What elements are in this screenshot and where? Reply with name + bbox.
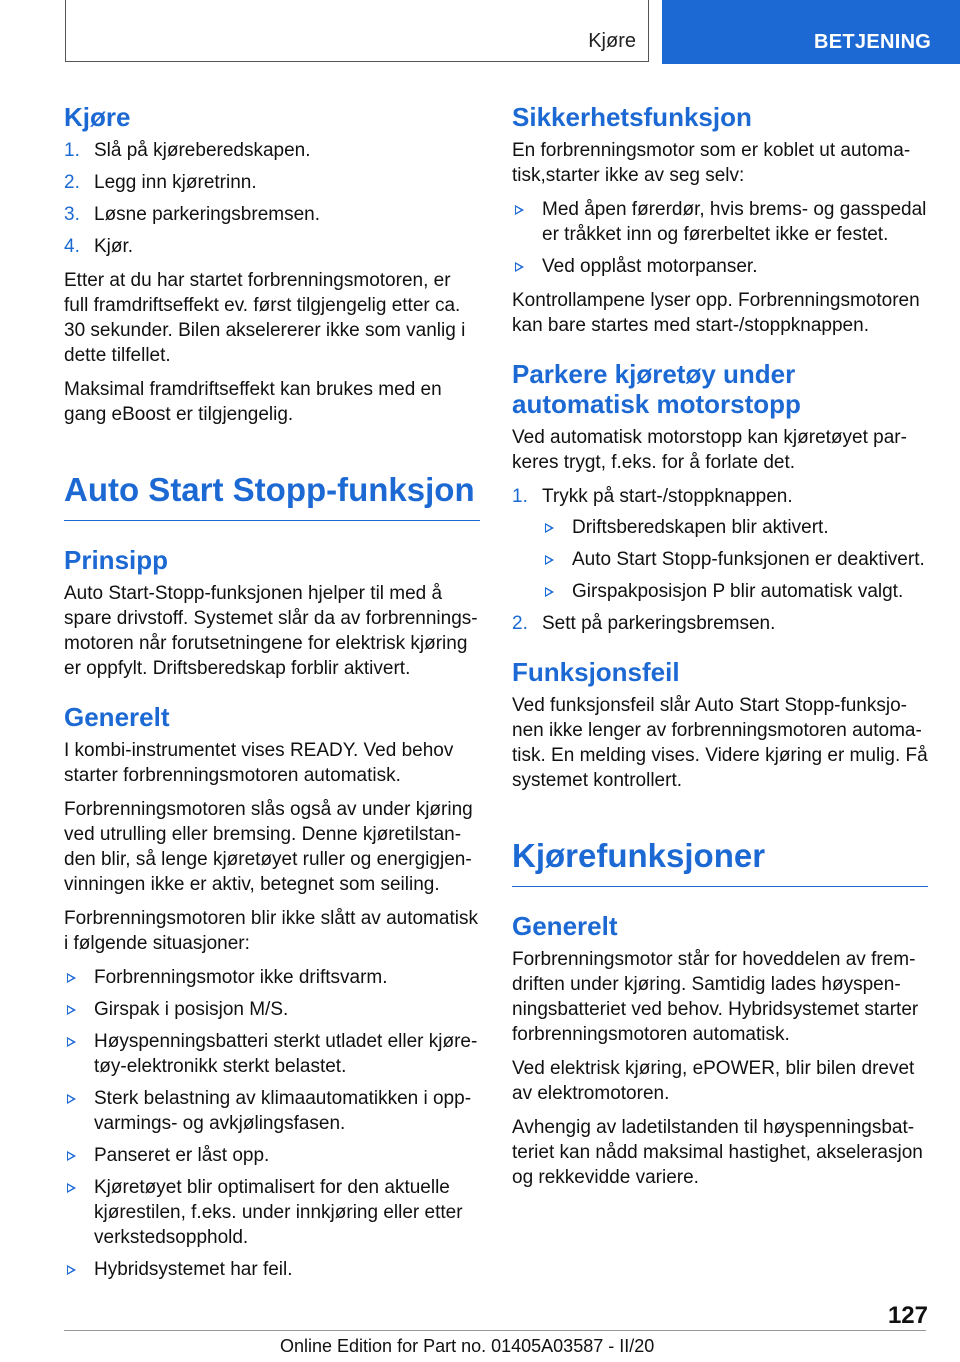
triangle-bullet-icon <box>67 1183 76 1193</box>
step-number: 4. <box>64 236 80 257</box>
list-item: Hybridsystemet har feil. <box>64 1257 480 1282</box>
step-number: 1. <box>64 140 80 161</box>
step-text: Trykk på start-/stoppknappen. <box>542 486 793 507</box>
triangle-bullet-icon <box>545 555 554 565</box>
triangle-bullet-icon <box>515 205 524 215</box>
header-chapter: Kjøre <box>588 30 636 52</box>
kjore-heading: Kjøre <box>64 102 131 132</box>
step-text: Legg inn kjøretrinn. <box>94 172 257 193</box>
list-item: Panseret er låst opp. <box>64 1143 480 1168</box>
sikkerhet-paragraph-2: Kontrollampene lyser opp. Forbrenningsmotoren kan bare startes med start-/stoppknappen. <box>512 290 920 336</box>
kjore-paragraph-1: Etter at du har startet forbrenningsmotoren, er full framdriftseffekt ev. først tilgjengelig etter ca. 30 sekunder. Bilen akselererer ikke som vanlig i dette tilfellet. <box>64 270 466 366</box>
list-item: Forbrenningsmotor ikke driftsvarm. <box>64 965 480 990</box>
triangle-bullet-icon <box>67 1005 76 1015</box>
triangle-bullet-icon <box>67 973 76 983</box>
kf-generelt-heading: Generelt <box>512 911 618 941</box>
funksjonsfeil-paragraph: Ved funksjonsfeil slår Auto Start Stopp-funksjonen ikke lenger av forbrenningsmotoren automatisk. En melding vises. Videre kjøring er mulig. Få systemet kontrollert. <box>512 695 928 791</box>
situation-list <box>64 965 480 1282</box>
step-number: 2. <box>512 613 528 634</box>
triangle-bullet-icon <box>67 1265 76 1275</box>
parkere-sub-list <box>542 515 928 604</box>
step-text: Sett på parkeringsbremsen. <box>542 613 776 634</box>
list-item: Sterk belastning av klimaautomatikken i oppvarmings- og avkjølingsfasen. <box>64 1086 480 1136</box>
list-item: Høyspenningsbatteri sterkt utladet eller kjøretøy-elektronikk sterkt belastet. <box>64 1029 480 1079</box>
header-section-label: BETJENING <box>814 31 932 53</box>
kf-paragraph-1: Forbrenningsmotor står for hoveddelen av fremdriften under kjøring. Samtidig lades høyspenningsbatteriet ved behov. Hybridsystemet starter forbrenningsmotoren automatisk. <box>512 949 919 1045</box>
generelt-paragraph-2: Forbrenningsmotoren slås også av under kjøring ved utrulling eller bremsing. Denne kjøretilstanden blir, så lenge kjøretøyet ruller og energigjenvinningen ikke er aktiv, betegnet som seiling. <box>64 799 473 895</box>
list-item: Med åpen førerdør, hvis brems- og gasspedal er tråkket inn og førerbeltet ikke er festet. <box>512 197 928 247</box>
funksjonsfeil-heading: Funksjonsfeil <box>512 657 680 687</box>
kf-paragraph-2: Ved elektrisk kjøring, ePOWER, blir bilen drevet av elektromotoren. <box>512 1058 915 1104</box>
triangle-bullet-icon <box>67 1151 76 1161</box>
prinsipp-paragraph: Auto Start-Stopp-funksjonen hjelper til med å spare drivstoff. Systemet slår da av forbrenningsmotoren når forutsetningene for elektrisk kjøring er oppfylt. Driftsberedskap forblir aktivert. <box>64 583 478 679</box>
right-column <box>512 102 928 1199</box>
triangle-bullet-icon <box>545 523 554 533</box>
left-column <box>64 102 480 1291</box>
kf-paragraph-3: Avhengig av ladetilstanden til høyspenningsbatteriet kan nådd maksimal hastighet, akselerasjon og rekkevidde variere. <box>512 1117 923 1188</box>
sikkerhet-paragraph: En forbrenningsmotor som er koblet ut automatisk,starter ikke av seg selv: <box>512 140 911 186</box>
list-item: Driftsberedskapen blir aktivert. <box>542 515 928 540</box>
parkere-heading: Parkere kjøretøy under automatisk motorstopp <box>512 359 801 419</box>
list-item <box>64 234 480 259</box>
kjore-steps <box>64 138 480 259</box>
generelt-paragraph-3: Forbrenningsmotoren blir ikke slått av automatisk i følgende situasjoner: <box>64 908 478 954</box>
triangle-bullet-icon <box>545 587 554 597</box>
header-box <box>65 0 649 62</box>
generelt-heading: Generelt <box>64 702 170 732</box>
list-item: Auto Start Stopp-funksjonen er deaktivert. <box>542 547 928 572</box>
sikkerhet-heading: Sikkerhetsfunksjon <box>512 102 752 132</box>
kjorefunksjoner-heading: Kjørefunksjoner <box>512 836 928 887</box>
step-number: 3. <box>64 204 80 225</box>
triangle-bullet-icon <box>515 262 524 272</box>
header-section-tab <box>662 0 960 64</box>
parkere-paragraph: Ved automatisk motorstopp kan kjøretøyet parkeres trygt, f.eks. for å forlate det. <box>512 427 907 473</box>
step-text: Slå på kjøreberedskapen. <box>94 140 311 161</box>
list-item <box>512 484 928 604</box>
parkere-steps <box>512 484 928 636</box>
kjore-paragraph-2: Maksimal framdriftseffekt kan brukes med en gang eBoost er tilgjengelig. <box>64 379 442 425</box>
list-item: Girspakposisjon P blir automatisk valgt. <box>542 579 928 604</box>
step-text: Kjør. <box>94 236 134 257</box>
list-item <box>512 611 928 636</box>
prinsipp-heading: Prinsipp <box>64 545 169 575</box>
list-item <box>64 202 480 227</box>
step-number: 2. <box>64 172 80 193</box>
list-item: Kjøretøyet blir optimalisert for den aktuelle kjørestilen, f.eks. under innkjøring eller etter verkstedsopphold. <box>64 1175 480 1250</box>
list-item <box>64 138 480 163</box>
step-number: 1. <box>512 486 528 507</box>
generelt-paragraph-1: I kombi-instrumentet vises READY. Ved behov starter forbrenningsmotoren automatisk. <box>64 740 454 786</box>
triangle-bullet-icon <box>67 1037 76 1047</box>
footer-divider <box>64 1330 926 1331</box>
page-number: 127 <box>887 1302 928 1329</box>
triangle-bullet-icon <box>67 1094 76 1104</box>
sikkerhet-list <box>512 197 928 279</box>
step-text: Løsne parkeringsbremsen. <box>94 204 320 225</box>
list-item: Girspak i posisjon M/S. <box>64 997 480 1022</box>
auto-start-stopp-heading: Auto Start Stopp-funksjon <box>64 470 480 521</box>
list-item: Ved opplåst motorpanser. <box>512 254 928 279</box>
footer-edition: Online Edition for Part no. 01405A03587 - II/20 <box>280 1336 655 1356</box>
list-item <box>64 170 480 195</box>
